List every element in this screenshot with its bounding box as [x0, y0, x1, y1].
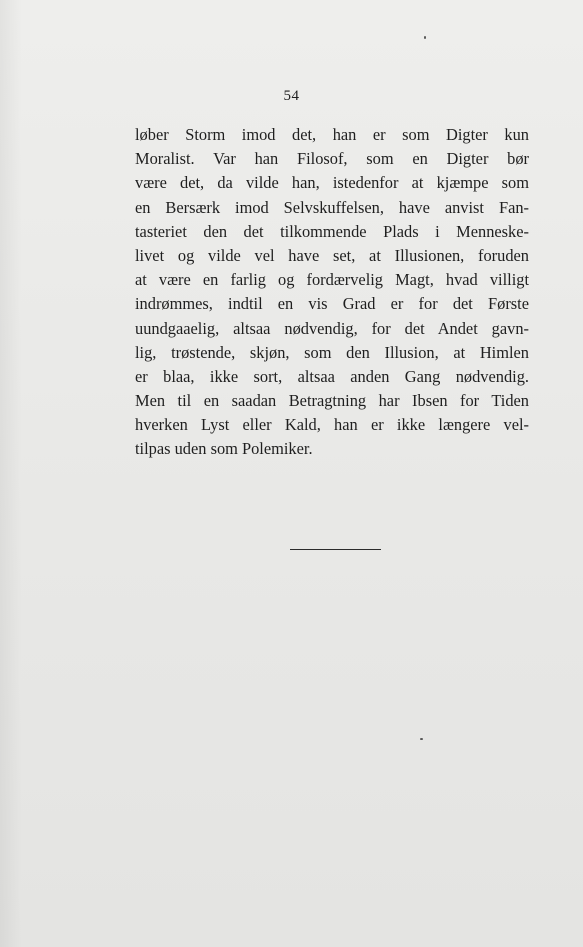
section-divider-rule [290, 549, 381, 550]
text-line: en Bersærk imod Selvskuffelsen, have anvist Fan- [135, 197, 529, 217]
text-line: Men til en saadan Betragtning har Ibsen for Tiden [135, 391, 529, 411]
text-line: tasteriet den det tilkommende Plads i Menneske- [135, 221, 529, 241]
text-line: Moralist. Var han Filosof, som en Digter bør [135, 149, 529, 169]
text-line: tilpas uden som Polemiker. [135, 439, 313, 459]
paper-speck [420, 738, 423, 740]
page-number: 54 [283, 88, 300, 104]
text-line: indrømmes, indtil en vis Grad er for det Første [135, 294, 529, 314]
paper-speck [424, 36, 426, 39]
text-line: uundgaaelig, altsaa nødvendig, for det Andet gavn- [135, 318, 529, 338]
text-line: lig, trøstende, skjøn, som den Illusion, at Himlen [135, 342, 529, 362]
text-line: være det, da vilde han, istedenfor at kjæmpe som [135, 173, 529, 193]
text-line: at være en farlig og fordærvelig Magt, hvad villigt [135, 270, 529, 290]
text-line: er blaa, ikke sort, altsaa anden Gang nødvendig. [135, 366, 529, 386]
body-text [135, 123, 529, 462]
text-line: hverken Lyst eller Kald, han er ikke længere vel- [135, 415, 529, 435]
text-line: løber Storm imod det, han er som Digter kun [135, 125, 529, 144]
text-line: livet og vilde vel have set, at Illusionen, foruden [135, 245, 529, 265]
